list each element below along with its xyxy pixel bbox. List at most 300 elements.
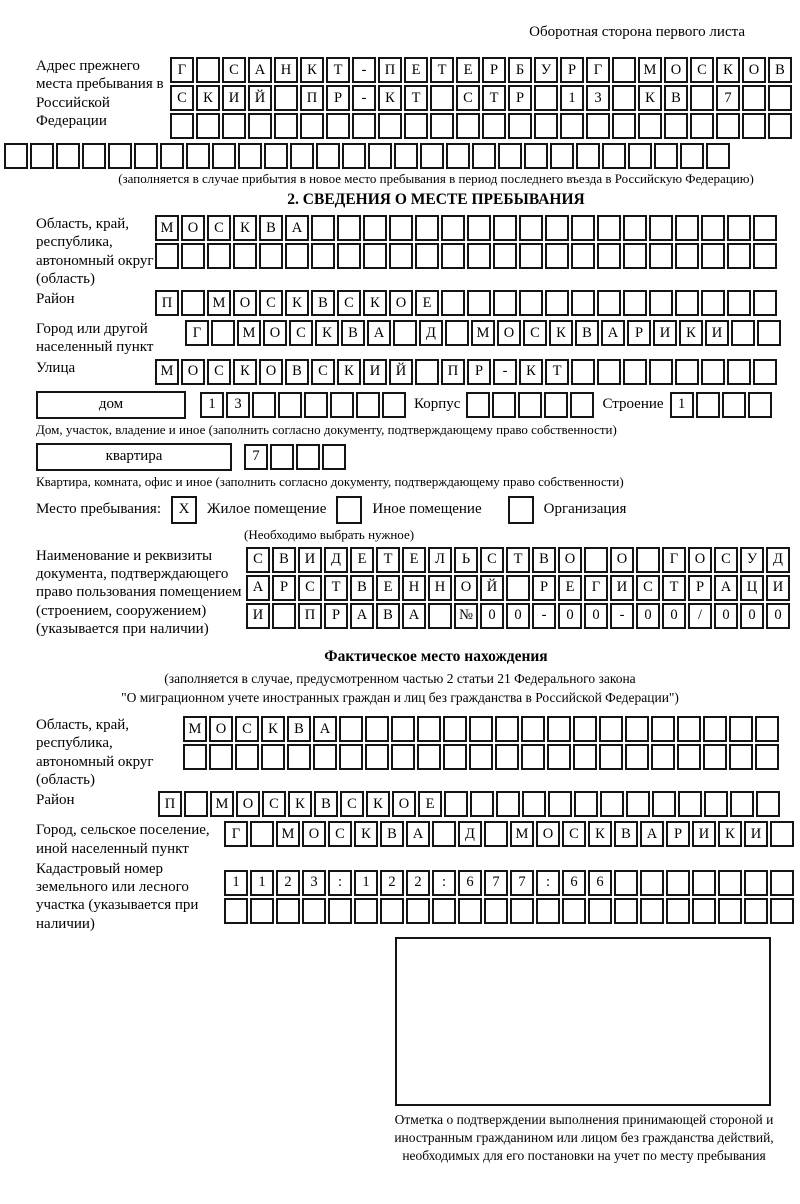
char-cell[interactable]: А — [640, 821, 664, 847]
char-cell[interactable]: 0 — [584, 603, 608, 629]
char-cell[interactable]: К — [378, 85, 402, 111]
char-cell[interactable]: Й — [480, 575, 504, 601]
char-cell[interactable] — [678, 791, 702, 817]
char-cell[interactable] — [664, 113, 688, 139]
char-cell[interactable]: - — [352, 85, 376, 111]
char-cell[interactable] — [368, 143, 392, 169]
char-cell[interactable] — [250, 821, 274, 847]
char-cell[interactable] — [290, 143, 314, 169]
char-cell[interactable]: К — [300, 57, 324, 83]
char-cell[interactable] — [701, 243, 725, 269]
char-cell[interactable] — [675, 243, 699, 269]
char-cell[interactable] — [519, 215, 543, 241]
char-cell[interactable]: М — [210, 791, 234, 817]
char-cell[interactable]: К — [679, 320, 703, 346]
char-cell[interactable]: С — [714, 547, 738, 573]
char-cell[interactable]: И — [692, 821, 716, 847]
char-cell[interactable]: Р — [560, 57, 584, 83]
char-cell[interactable] — [469, 716, 493, 742]
char-cell[interactable]: С — [298, 575, 322, 601]
char-cell[interactable]: Г — [584, 575, 608, 601]
char-cell[interactable]: 0 — [558, 603, 582, 629]
char-cell[interactable] — [756, 791, 780, 817]
char-cell[interactable] — [545, 243, 569, 269]
char-cell[interactable]: 0 — [766, 603, 790, 629]
char-cell[interactable] — [441, 243, 465, 269]
char-cell[interactable]: М — [183, 716, 207, 742]
char-cell[interactable] — [640, 898, 664, 924]
char-cell[interactable]: А — [714, 575, 738, 601]
char-cell[interactable]: К — [233, 359, 257, 385]
char-cell[interactable] — [4, 143, 28, 169]
char-cell[interactable] — [727, 215, 751, 241]
char-cell[interactable] — [406, 898, 430, 924]
char-cell[interactable] — [704, 791, 728, 817]
char-cell[interactable] — [753, 290, 777, 316]
char-cell[interactable]: С — [246, 547, 270, 573]
char-cell[interactable]: К — [288, 791, 312, 817]
char-cell[interactable]: К — [285, 290, 309, 316]
char-cell[interactable] — [382, 392, 406, 418]
char-cell[interactable] — [753, 215, 777, 241]
char-cell[interactable] — [744, 870, 768, 896]
char-cell[interactable] — [287, 744, 311, 770]
char-cell[interactable]: К — [233, 215, 257, 241]
char-cell[interactable] — [363, 243, 387, 269]
char-cell[interactable] — [675, 215, 699, 241]
char-cell[interactable]: Г — [224, 821, 248, 847]
char-cell[interactable] — [183, 744, 207, 770]
char-cell[interactable] — [211, 320, 235, 346]
stay-option-inoe-checkbox[interactable] — [336, 496, 362, 524]
char-cell[interactable] — [224, 898, 248, 924]
char-cell[interactable]: 1 — [224, 870, 248, 896]
char-cell[interactable]: А — [285, 215, 309, 241]
char-cell[interactable]: О — [536, 821, 560, 847]
char-cell[interactable]: Т — [482, 85, 506, 111]
char-cell[interactable]: С — [636, 575, 660, 601]
char-cell[interactable] — [250, 898, 274, 924]
char-cell[interactable]: О — [236, 791, 260, 817]
char-cell[interactable]: В — [376, 603, 400, 629]
char-cell[interactable] — [727, 359, 751, 385]
char-cell[interactable]: Е — [415, 290, 439, 316]
char-cell[interactable]: 6 — [458, 870, 482, 896]
char-cell[interactable]: И — [766, 575, 790, 601]
char-cell[interactable]: И — [298, 547, 322, 573]
char-cell[interactable] — [690, 85, 714, 111]
char-cell[interactable]: С — [262, 791, 286, 817]
char-cell[interactable]: Р — [482, 57, 506, 83]
char-cell[interactable]: С — [690, 57, 714, 83]
char-cell[interactable] — [160, 143, 184, 169]
char-cell[interactable] — [731, 320, 755, 346]
char-cell[interactable]: О — [181, 215, 205, 241]
char-cell[interactable]: М — [155, 359, 179, 385]
char-cell[interactable] — [328, 898, 352, 924]
char-cell[interactable]: 3 — [302, 870, 326, 896]
char-cell[interactable]: Г — [586, 57, 610, 83]
char-cell[interactable]: М — [510, 821, 534, 847]
char-cell[interactable] — [675, 359, 699, 385]
char-cell[interactable] — [718, 898, 742, 924]
char-cell[interactable] — [493, 243, 517, 269]
char-cell[interactable]: 2 — [380, 870, 404, 896]
char-cell[interactable] — [602, 143, 626, 169]
char-cell[interactable] — [701, 359, 725, 385]
char-cell[interactable]: 3 — [586, 85, 610, 111]
char-cell[interactable] — [270, 444, 294, 470]
char-cell[interactable] — [56, 143, 80, 169]
char-cell[interactable]: У — [740, 547, 764, 573]
char-cell[interactable] — [625, 716, 649, 742]
char-cell[interactable]: Д — [419, 320, 443, 346]
char-cell[interactable]: О — [302, 821, 326, 847]
char-cell[interactable] — [573, 744, 597, 770]
char-cell[interactable] — [264, 143, 288, 169]
char-cell[interactable]: В — [287, 716, 311, 742]
char-cell[interactable]: П — [378, 57, 402, 83]
char-cell[interactable] — [184, 791, 208, 817]
char-cell[interactable] — [755, 744, 779, 770]
char-cell[interactable] — [599, 744, 623, 770]
char-cell[interactable] — [652, 791, 676, 817]
char-cell[interactable] — [389, 243, 413, 269]
char-cell[interactable]: Р — [688, 575, 712, 601]
char-cell[interactable] — [196, 57, 220, 83]
char-cell[interactable] — [640, 870, 664, 896]
char-cell[interactable] — [544, 392, 568, 418]
char-cell[interactable] — [415, 215, 439, 241]
char-cell[interactable]: Г — [170, 57, 194, 83]
char-cell[interactable]: С — [170, 85, 194, 111]
char-cell[interactable]: Д — [324, 547, 348, 573]
char-cell[interactable] — [482, 113, 506, 139]
char-cell[interactable]: - — [532, 603, 556, 629]
char-cell[interactable]: 6 — [588, 870, 612, 896]
char-cell[interactable]: Ь — [454, 547, 478, 573]
char-cell[interactable]: Р — [666, 821, 690, 847]
char-cell[interactable]: С — [311, 359, 335, 385]
char-cell[interactable] — [417, 744, 441, 770]
char-cell[interactable] — [420, 143, 444, 169]
char-cell[interactable] — [330, 392, 354, 418]
char-cell[interactable] — [612, 85, 636, 111]
char-cell[interactable]: О — [454, 575, 478, 601]
char-cell[interactable]: К — [337, 359, 361, 385]
char-cell[interactable]: П — [155, 290, 179, 316]
char-cell[interactable] — [316, 143, 340, 169]
char-cell[interactable] — [352, 113, 376, 139]
char-cell[interactable] — [600, 791, 624, 817]
char-cell[interactable] — [597, 215, 621, 241]
char-cell[interactable] — [472, 143, 496, 169]
char-cell[interactable]: С — [207, 215, 231, 241]
char-cell[interactable] — [326, 113, 350, 139]
char-cell[interactable] — [768, 113, 792, 139]
char-cell[interactable]: Л — [428, 547, 452, 573]
char-cell[interactable]: Е — [402, 547, 426, 573]
char-cell[interactable] — [248, 113, 272, 139]
char-cell[interactable] — [443, 716, 467, 742]
char-cell[interactable]: А — [402, 603, 426, 629]
char-cell[interactable]: К — [363, 290, 387, 316]
char-cell[interactable] — [545, 215, 569, 241]
char-cell[interactable]: А — [246, 575, 270, 601]
char-cell[interactable] — [597, 290, 621, 316]
char-cell[interactable]: Ц — [740, 575, 764, 601]
char-cell[interactable] — [742, 113, 766, 139]
char-cell[interactable] — [623, 215, 647, 241]
char-cell[interactable] — [701, 215, 725, 241]
char-cell[interactable]: : — [328, 870, 352, 896]
char-cell[interactable] — [755, 716, 779, 742]
char-cell[interactable] — [545, 290, 569, 316]
char-cell[interactable]: С — [328, 821, 352, 847]
char-cell[interactable]: С — [207, 359, 231, 385]
char-cell[interactable] — [496, 791, 520, 817]
char-cell[interactable] — [547, 744, 571, 770]
char-cell[interactable]: : — [432, 870, 456, 896]
char-cell[interactable] — [470, 791, 494, 817]
char-cell[interactable] — [588, 898, 612, 924]
char-cell[interactable]: А — [367, 320, 391, 346]
char-cell[interactable] — [696, 392, 720, 418]
char-cell[interactable]: В — [259, 215, 283, 241]
char-cell[interactable]: О — [259, 359, 283, 385]
char-cell[interactable]: Т — [324, 575, 348, 601]
char-cell[interactable] — [547, 716, 571, 742]
char-cell[interactable]: М — [207, 290, 231, 316]
char-cell[interactable] — [313, 744, 337, 770]
char-cell[interactable]: Т — [376, 547, 400, 573]
char-cell[interactable] — [690, 113, 714, 139]
char-cell[interactable]: 1 — [560, 85, 584, 111]
char-cell[interactable]: М — [638, 57, 662, 83]
char-cell[interactable] — [441, 215, 465, 241]
char-cell[interactable] — [521, 744, 545, 770]
char-cell[interactable] — [82, 143, 106, 169]
char-cell[interactable] — [304, 392, 328, 418]
char-cell[interactable]: К — [261, 716, 285, 742]
char-cell[interactable]: Е — [376, 575, 400, 601]
char-cell[interactable]: В — [575, 320, 599, 346]
char-cell[interactable]: Е — [418, 791, 442, 817]
char-cell[interactable]: Р — [532, 575, 556, 601]
char-cell[interactable]: 3 — [226, 392, 250, 418]
char-cell[interactable] — [492, 392, 516, 418]
char-cell[interactable]: О — [497, 320, 521, 346]
char-cell[interactable] — [753, 359, 777, 385]
char-cell[interactable] — [466, 392, 490, 418]
char-cell[interactable] — [339, 744, 363, 770]
char-cell[interactable] — [519, 290, 543, 316]
char-cell[interactable] — [550, 143, 574, 169]
char-cell[interactable]: А — [248, 57, 272, 83]
char-cell[interactable]: Т — [430, 57, 454, 83]
char-cell[interactable] — [703, 716, 727, 742]
char-cell[interactable] — [522, 791, 546, 817]
char-cell[interactable]: Т — [662, 575, 686, 601]
char-cell[interactable]: Н — [402, 575, 426, 601]
char-cell[interactable]: П — [298, 603, 322, 629]
char-cell[interactable] — [536, 898, 560, 924]
char-cell[interactable]: Й — [248, 85, 272, 111]
char-cell[interactable] — [623, 359, 647, 385]
char-cell[interactable] — [625, 744, 649, 770]
char-cell[interactable] — [278, 392, 302, 418]
char-cell[interactable]: О — [558, 547, 582, 573]
char-cell[interactable] — [727, 290, 751, 316]
char-cell[interactable]: О — [688, 547, 712, 573]
char-cell[interactable] — [311, 215, 335, 241]
char-cell[interactable] — [649, 290, 673, 316]
char-cell[interactable] — [508, 113, 532, 139]
char-cell[interactable] — [506, 575, 530, 601]
char-cell[interactable] — [235, 744, 259, 770]
char-cell[interactable] — [571, 290, 595, 316]
char-cell[interactable] — [626, 791, 650, 817]
char-cell[interactable] — [322, 444, 346, 470]
char-cell[interactable]: 1 — [250, 870, 274, 896]
char-cell[interactable] — [261, 744, 285, 770]
char-cell[interactable] — [729, 716, 753, 742]
char-cell[interactable]: С — [480, 547, 504, 573]
char-cell[interactable]: М — [237, 320, 261, 346]
char-cell[interactable]: И — [653, 320, 677, 346]
char-cell[interactable]: В — [664, 85, 688, 111]
char-cell[interactable]: 7 — [716, 85, 740, 111]
char-cell[interactable]: С — [523, 320, 547, 346]
char-cell[interactable] — [570, 392, 594, 418]
char-cell[interactable]: С — [259, 290, 283, 316]
char-cell[interactable] — [675, 290, 699, 316]
char-cell[interactable]: С — [222, 57, 246, 83]
char-cell[interactable] — [576, 143, 600, 169]
char-cell[interactable] — [692, 898, 716, 924]
char-cell[interactable] — [296, 444, 320, 470]
char-cell[interactable]: - — [493, 359, 517, 385]
char-cell[interactable]: Т — [545, 359, 569, 385]
char-cell[interactable] — [730, 791, 754, 817]
char-cell[interactable] — [666, 870, 690, 896]
stay-option-zhiloe-checkbox[interactable]: X — [171, 496, 197, 524]
char-cell[interactable]: В — [311, 290, 335, 316]
char-cell[interactable] — [628, 143, 652, 169]
char-cell[interactable] — [467, 243, 491, 269]
char-cell[interactable]: 0 — [662, 603, 686, 629]
char-cell[interactable] — [276, 898, 300, 924]
char-cell[interactable] — [445, 320, 469, 346]
char-cell[interactable]: О — [209, 716, 233, 742]
char-cell[interactable]: Н — [428, 575, 452, 601]
char-cell[interactable] — [484, 821, 508, 847]
char-cell[interactable] — [493, 215, 517, 241]
char-cell[interactable] — [612, 113, 636, 139]
char-cell[interactable]: И — [222, 85, 246, 111]
char-cell[interactable]: М — [276, 821, 300, 847]
char-cell[interactable] — [638, 113, 662, 139]
char-cell[interactable]: Д — [766, 547, 790, 573]
char-cell[interactable] — [524, 143, 548, 169]
char-cell[interactable] — [534, 85, 558, 111]
char-cell[interactable] — [378, 113, 402, 139]
char-cell[interactable] — [380, 898, 404, 924]
char-cell[interactable] — [430, 85, 454, 111]
char-cell[interactable]: С — [340, 791, 364, 817]
char-cell[interactable] — [636, 547, 660, 573]
char-cell[interactable]: Р — [508, 85, 532, 111]
char-cell[interactable] — [155, 243, 179, 269]
char-cell[interactable]: В — [768, 57, 792, 83]
char-cell[interactable]: В — [532, 547, 556, 573]
char-cell[interactable] — [458, 898, 482, 924]
char-cell[interactable]: О — [233, 290, 257, 316]
char-cell[interactable]: К — [588, 821, 612, 847]
char-cell[interactable] — [649, 359, 673, 385]
char-cell[interactable]: М — [155, 215, 179, 241]
char-cell[interactable]: 6 — [562, 870, 586, 896]
char-cell[interactable]: Т — [404, 85, 428, 111]
char-cell[interactable] — [519, 243, 543, 269]
char-cell[interactable] — [654, 143, 678, 169]
char-cell[interactable]: - — [352, 57, 376, 83]
char-cell[interactable] — [432, 821, 456, 847]
char-cell[interactable] — [562, 898, 586, 924]
char-cell[interactable] — [181, 290, 205, 316]
char-cell[interactable]: Е — [456, 57, 480, 83]
char-cell[interactable]: К — [638, 85, 662, 111]
char-cell[interactable] — [680, 143, 704, 169]
char-cell[interactable]: П — [441, 359, 465, 385]
char-cell[interactable]: С — [235, 716, 259, 742]
char-cell[interactable]: Г — [185, 320, 209, 346]
char-cell[interactable] — [742, 85, 766, 111]
char-cell[interactable]: 1 — [200, 392, 224, 418]
char-cell[interactable]: К — [519, 359, 543, 385]
char-cell[interactable] — [586, 113, 610, 139]
char-cell[interactable]: 0 — [740, 603, 764, 629]
char-cell[interactable]: К — [315, 320, 339, 346]
char-cell[interactable] — [342, 143, 366, 169]
char-cell[interactable] — [337, 215, 361, 241]
char-cell[interactable]: - — [610, 603, 634, 629]
char-cell[interactable] — [495, 716, 519, 742]
char-cell[interactable] — [285, 243, 309, 269]
char-cell[interactable] — [274, 85, 298, 111]
char-cell[interactable]: К — [354, 821, 378, 847]
char-cell[interactable] — [415, 243, 439, 269]
char-cell[interactable]: 7 — [244, 444, 268, 470]
char-cell[interactable] — [444, 791, 468, 817]
char-cell[interactable] — [518, 392, 542, 418]
char-cell[interactable] — [469, 744, 493, 770]
char-cell[interactable] — [498, 143, 522, 169]
char-cell[interactable]: Е — [350, 547, 374, 573]
char-cell[interactable] — [430, 113, 454, 139]
char-cell[interactable] — [365, 744, 389, 770]
char-cell[interactable] — [614, 898, 638, 924]
char-cell[interactable] — [534, 113, 558, 139]
char-cell[interactable]: Р — [467, 359, 491, 385]
stay-option-org-checkbox[interactable] — [508, 496, 534, 524]
char-cell[interactable]: О — [392, 791, 416, 817]
char-cell[interactable]: С — [562, 821, 586, 847]
char-cell[interactable] — [597, 243, 621, 269]
char-cell[interactable] — [649, 243, 673, 269]
char-cell[interactable]: А — [313, 716, 337, 742]
char-cell[interactable]: 0 — [714, 603, 738, 629]
